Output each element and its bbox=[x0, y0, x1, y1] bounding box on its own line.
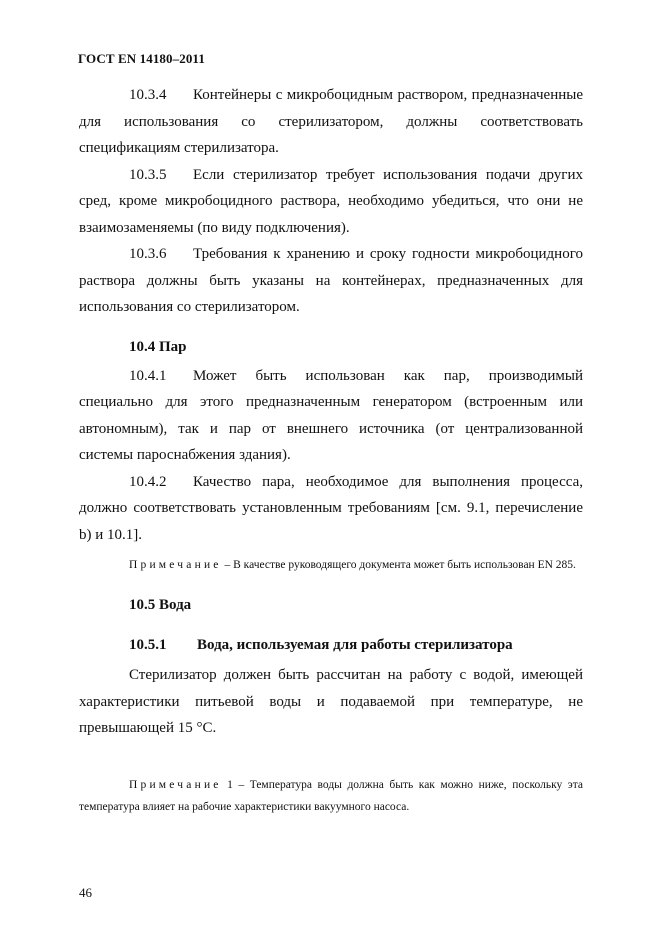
paragraph-text: Требования к хранению и сроку годности микробоцидного раствора должны быть указаны на контейнерах, предназначенных для использования со стерилизатором. bbox=[79, 246, 583, 315]
note-text: – В качестве руководящего документа может быть использован EN 285. bbox=[221, 559, 576, 571]
clause-number: 10.4.1 bbox=[129, 367, 167, 384]
section-heading-10-5: 10.5 Вода bbox=[129, 597, 192, 613]
paragraph-10-3-5 bbox=[79, 162, 583, 242]
clause-number: 10.3.6 bbox=[129, 246, 167, 262]
paragraph-text: Качество пара, необходимое для выполнения процесса, должно соответствовать установленным требованиям [см. 9.1, перечисление b) и 10.1]. bbox=[79, 473, 583, 543]
note-2 bbox=[79, 774, 583, 818]
clause-number: 10.3.5 bbox=[129, 166, 167, 183]
clause-number: 10.4.2 bbox=[129, 473, 167, 490]
document-header: ГОСТ EN 14180–2011 bbox=[78, 51, 205, 66]
paragraph-10-5-1: Стерилизатор должен быть рассчитан на работу с водой, имеющей характеристики питьевой воды и подаваемой при температуре, не превышающей 15 °С. bbox=[79, 667, 583, 736]
clause-number: 10.5.1 bbox=[129, 637, 167, 653]
subsection-title: Вода, используемая для работы стерилизатора bbox=[197, 637, 513, 653]
paragraph-text: Может быть использован как пар, производимый специально для этого предназначенным генератором (встроенным или автономным), так и пар от внешнего источника (от централизованной системы пароснабжения здания). bbox=[79, 367, 583, 463]
paragraph-10-4-2 bbox=[79, 469, 583, 549]
document-body bbox=[79, 82, 583, 818]
section-heading-10-4: 10.4 Пар bbox=[129, 338, 187, 355]
note-label: Примечание bbox=[129, 778, 222, 791]
paragraph-10-4-1 bbox=[79, 363, 583, 469]
subsection-heading-10-5-1 bbox=[129, 632, 583, 658]
paragraph-10-3-4 bbox=[79, 82, 583, 162]
note-label: Примечание bbox=[129, 559, 222, 571]
note-1 bbox=[79, 554, 583, 576]
note-text: 1 – Температура воды должна быть как можно ниже, поскольку эта температура влияет на рабочие характеристики вакуумного насоса. bbox=[79, 778, 583, 813]
page-number: 46 bbox=[79, 885, 92, 900]
paragraph-text: Контейнеры с микробоцидным раствором, предназначенные для использования со стерилизатором, должны соответствовать спецификациям стерилизатора. bbox=[79, 87, 583, 156]
clause-number: 10.3.4 bbox=[129, 87, 167, 103]
paragraph-text: Если стерилизатор требует использования подачи других сред, кроме микробоцидного раствора, необходимо убедиться, что они не взаимозаменяемы (по виду подключения). bbox=[79, 166, 583, 236]
paragraph-10-3-6 bbox=[79, 241, 583, 321]
